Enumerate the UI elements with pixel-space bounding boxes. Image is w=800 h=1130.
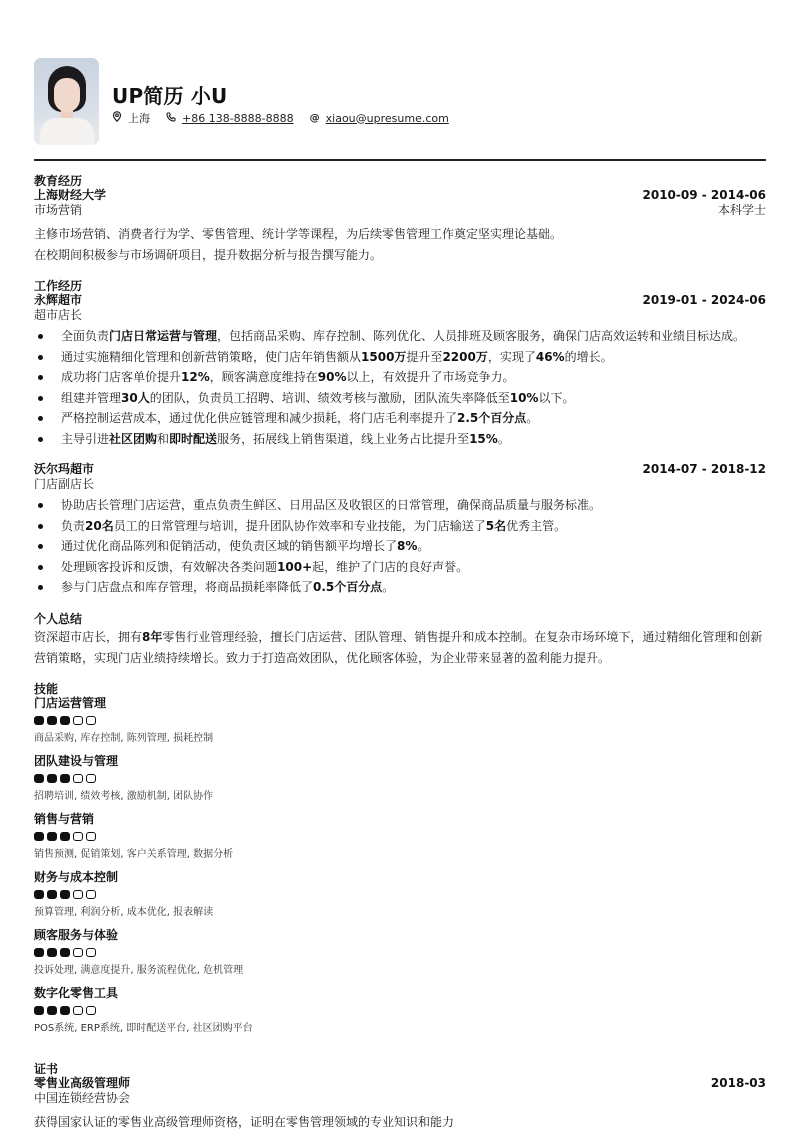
skill-item <box>34 986 766 1036</box>
company-name: 沃尔玛超市 <box>34 462 95 476</box>
bullet-item: 组建并管理30人的团队，负责员工招聘、培训、绩效考核与激励，团队流失率降低至10%以下。 <box>34 388 766 409</box>
job-entry <box>34 462 766 598</box>
empty-dot-icon <box>73 1006 83 1015</box>
highlight-text: 8% <box>397 539 418 554</box>
section-title-certificates: 证书 <box>34 1062 59 1076</box>
skill-level-rating <box>34 948 766 958</box>
skill-tags: 商品采购, 库存控制, 陈列管理, 损耗控制 <box>34 733 214 744</box>
empty-dot-icon <box>86 890 96 899</box>
job-bullets <box>34 326 766 450</box>
certificate-date: 2018-03 <box>710 1076 766 1090</box>
highlight-text: 2.5个百分点 <box>457 411 527 426</box>
job-date: 2019-01 - 2024-06 <box>642 293 766 307</box>
education-section <box>34 174 766 265</box>
summary-section <box>34 612 766 668</box>
filled-dot-icon <box>60 832 70 841</box>
highlight-text: 46% <box>535 349 565 364</box>
highlight-text: 5名 <box>485 518 507 533</box>
education-date: 2010-09 - 2014-06 <box>642 188 766 202</box>
work-section <box>34 279 766 450</box>
filled-dot-icon <box>34 716 44 725</box>
skill-name: 数字化零售工具 <box>34 986 119 1000</box>
highlight-text: 1500万 <box>361 349 407 364</box>
highlight-text: 即时配送 <box>169 431 218 446</box>
contact-info <box>112 110 449 126</box>
filled-dot-icon <box>60 1006 70 1015</box>
skill-name: 门店运营管理 <box>34 696 107 710</box>
filled-dot-icon <box>34 890 44 899</box>
highlight-text: 20名 <box>85 518 114 533</box>
map-pin-icon <box>112 111 122 125</box>
work-section-2 <box>34 462 766 598</box>
job-entry <box>34 293 766 450</box>
empty-dot-icon <box>86 1006 96 1015</box>
skill-level-rating <box>34 832 766 842</box>
bullet-item: 参与门店盘点和库存管理，将商品损耗率降低了0.5个百分点。 <box>34 577 766 598</box>
section-title-education: 教育经历 <box>34 174 83 188</box>
job-date: 2014-07 - 2018-12 <box>642 462 766 476</box>
empty-dot-icon <box>73 948 83 957</box>
bullet-item: 处理顾客投诉和反馈，有效解决各类问题100+起，维护了门店的良好声誉。 <box>34 557 766 578</box>
empty-dot-icon <box>86 948 96 957</box>
empty-dot-icon <box>86 774 96 783</box>
filled-dot-icon <box>47 948 57 957</box>
filled-dot-icon <box>60 948 70 957</box>
filled-dot-icon <box>60 890 70 899</box>
bullet-item: 负责20名员工的日常管理与培训，提升团队协作效率和专业技能，为门店输送了5名优秀主管。 <box>34 516 766 537</box>
job-bullets <box>34 495 766 598</box>
filled-dot-icon <box>34 774 44 783</box>
empty-dot-icon <box>73 716 83 725</box>
skill-name: 顾客服务与体验 <box>34 928 119 942</box>
certificate-description: 获得国家认证的零售业高级管理师资格，证明在零售管理领域的专业知识和能力 <box>34 1115 455 1129</box>
section-title-summary: 个人总结 <box>34 612 83 626</box>
profile-photo <box>34 58 99 145</box>
summary-text: 资深超市店长，拥有8年零售行业管理经验，擅长门店运营、团队管理、销售提升和成本控制。在复杂市场环境下，通过精细化管理和创新营销策略，实现门店业绩持续增长。致力于打造高效团队，优化顾客体验，为企业带来显著的盈利能力提升。 <box>34 630 763 665</box>
filled-dot-icon <box>47 890 57 899</box>
highlight-text: 12% <box>181 370 210 385</box>
phone-link[interactable]: +86 138-8888-8888 <box>182 111 294 125</box>
candidate-name: UP简历 小U <box>112 84 228 108</box>
skill-tags: POS系统, ERP系统, 即时配送平台, 社区团购平台 <box>34 1023 253 1034</box>
skill-item <box>34 928 766 978</box>
email-link[interactable]: xiaou@upresume.com <box>325 111 449 125</box>
section-title-skills: 技能 <box>34 682 59 696</box>
skill-tags: 销售预测, 促销策划, 客户关系管理, 数据分析 <box>34 849 234 860</box>
bullet-item: 成功将门店客单价提升12%，顾客满意度维持在90%以上，有效提升了市场竞争力。 <box>34 367 766 388</box>
skill-level-rating <box>34 1006 766 1016</box>
education-line: 在校期间积极参与市场调研项目，提升数据分析与报告撰写能力。 <box>34 247 383 262</box>
empty-dot-icon <box>73 774 83 783</box>
bullet-item: 严格控制运营成本，通过优化供应链管理和减少损耗，将门店毛利率提升了2.5个百分点。 <box>34 408 766 429</box>
highlight-text: 90% <box>317 370 347 385</box>
certificates-section <box>34 1062 766 1130</box>
filled-dot-icon <box>60 716 70 725</box>
skill-level-rating <box>34 890 766 900</box>
skill-name: 团队建设与管理 <box>34 754 119 768</box>
empty-dot-icon <box>73 890 83 899</box>
skills-section <box>34 682 766 1044</box>
school-name: 上海财经大学 <box>34 188 107 202</box>
degree: 本科学士 <box>717 203 766 217</box>
bullet-item: 主导引进社区团购和即时配送服务，拓展线上销售渠道，线上业务占比提升至15%。 <box>34 429 766 450</box>
bullet-item: 协助店长管理门店运营，重点负责生鲜区、日用品区及收银区的日常管理，确保商品质量与服务标准。 <box>34 495 766 516</box>
education-line: 主修市场营销、消费者行为学、零售管理、统计学等课程，为后续零售管理工作奠定坚实理论基础。 <box>34 227 563 241</box>
skill-item <box>34 812 766 862</box>
highlight-text: 0.5个百分点 <box>313 580 383 595</box>
resume-header <box>34 58 766 146</box>
certificate-issuer: 中国连锁经营协会 <box>34 1091 131 1105</box>
company-name: 永辉超市 <box>34 293 83 307</box>
skill-item <box>34 870 766 920</box>
filled-dot-icon <box>47 774 57 783</box>
skill-level-rating <box>34 716 766 726</box>
bullet-item: 全面负责门店日常运营与管理，包括商品采购、库存控制、陈列优化、人员排班及顾客服务，确保门店高效运转和业绩目标达成。 <box>34 326 766 347</box>
highlight-text: 100+ <box>277 559 313 574</box>
skill-item <box>34 696 766 746</box>
skill-name: 销售与营销 <box>34 812 95 826</box>
filled-dot-icon <box>47 832 57 841</box>
filled-dot-icon <box>34 1006 44 1015</box>
location-text: 上海 <box>128 112 150 125</box>
major: 市场营销 <box>34 203 83 217</box>
filled-dot-icon <box>34 948 44 957</box>
filled-dot-icon <box>34 832 44 841</box>
bullet-item: 通过实施精细化管理和创新营销策略，使门店年销售额从1500万提升至2200万，实现了46%的增长。 <box>34 347 766 368</box>
highlight-text: 15% <box>469 431 498 446</box>
bullet-item: 通过优化商品陈列和促销活动，使负责区域的销售额平均增长了8%。 <box>34 536 766 557</box>
job-role: 超市店长 <box>34 308 83 322</box>
section-title-work: 工作经历 <box>34 279 83 293</box>
highlight-text: 30人 <box>121 390 150 405</box>
phone-icon <box>166 112 176 125</box>
skills-list <box>34 696 766 1036</box>
job-role: 门店副店长 <box>34 477 95 491</box>
empty-dot-icon <box>86 832 96 841</box>
certificate-name: 零售业高级管理师 <box>34 1076 131 1090</box>
skill-level-rating <box>34 774 766 784</box>
at-sign-icon: @ <box>309 112 320 124</box>
empty-dot-icon <box>73 832 83 841</box>
highlight-text: 10% <box>509 390 539 405</box>
filled-dot-icon <box>60 774 70 783</box>
highlight-text: 8年 <box>142 630 163 644</box>
filled-dot-icon <box>47 1006 57 1015</box>
skill-item <box>34 754 766 804</box>
highlight-text: 2200万 <box>442 349 488 364</box>
header-divider <box>34 159 766 161</box>
skill-tags: 投诉处理, 满意度提升, 服务流程优化, 危机管理 <box>34 965 244 976</box>
empty-dot-icon <box>86 716 96 725</box>
skill-tags: 招聘培训, 绩效考核, 激励机制, 团队协作 <box>34 791 214 802</box>
skill-name: 财务与成本控制 <box>34 870 119 884</box>
filled-dot-icon <box>47 716 57 725</box>
highlight-text: 门店日常运营与管理 <box>109 329 218 343</box>
highlight-text: 社区团购 <box>109 431 158 446</box>
skill-tags: 预算管理, 利润分析, 成本优化, 报表解读 <box>34 907 214 918</box>
